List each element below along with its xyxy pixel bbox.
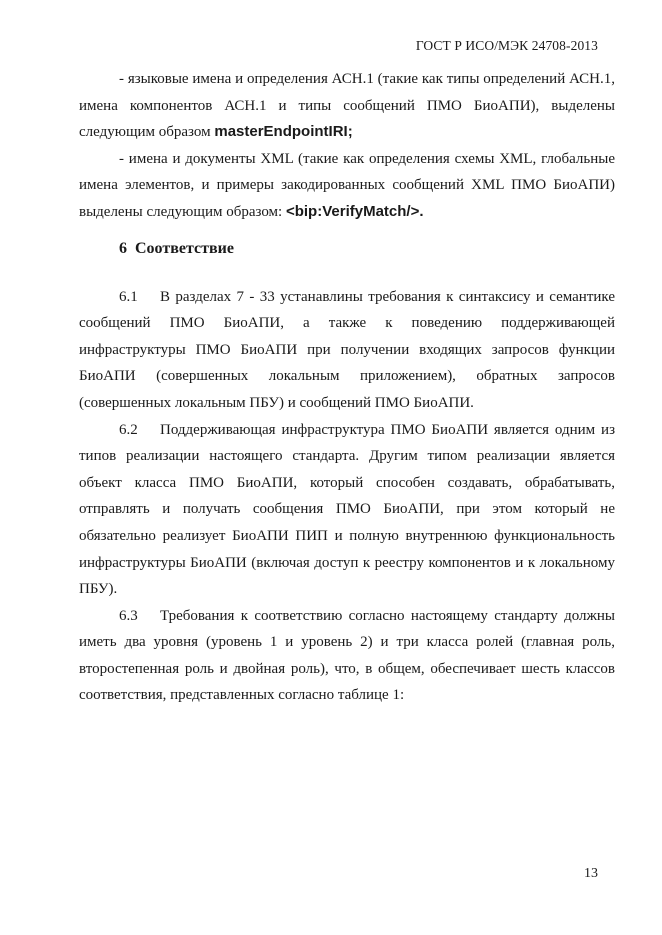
bullet-xml-names	[79, 146, 615, 226]
xml-example: <bip:VerifyMatch/>.	[285, 202, 424, 220]
section-number: 6	[119, 239, 127, 257]
paragraph-text: Требования к соответствию согласно настоящему стандарту должны иметь два уровня (уровень 1 и уровень 2) и три класса ролей (главная роль, второстепенная роль и двойная роль), что, в общем, обеспечивает шесть классов соответствия, представленных согласно таблице 1:	[79, 607, 615, 704]
section-title: Соответствие	[135, 239, 234, 257]
bullet-asn1-names	[79, 66, 615, 146]
paragraph-6-3	[79, 603, 615, 709]
paragraph-text: В разделах 7 - 33 устанавлины требования к синтаксису и семантике сообщений ПМО БиоАПИ, а также к поведению поддерживающей инфраструктуры ПМО БиоАПИ при получении входящих запросов функции БиоАПИ (совершенных локальным приложением), обратных запросов (совершенных локальным ПБУ) и сообщений ПМО БиоАПИ.	[79, 288, 615, 411]
document-header: ГОСТ Р ИСО/МЭК 24708-2013	[415, 38, 598, 53]
paragraph-text: Поддерживающая инфраструктура ПМО БиоАПИ является одним из типов реализации настоящего стандарта. Другим типом реализации является объект класса ПМО БиоАПИ, который способен создавать, обрабатывать, отправлять и получать сообщения ПМО БиоАПИ, при этом который не обязательно реализует БиоАПИ ПИП и полную внутреннюю функциональность инфраструктуры БиоАПИ (включая доступ к реестру компонентов и к локальному ПБУ).	[79, 421, 615, 598]
paragraph-number: 6.2	[119, 421, 138, 438]
document-body	[79, 66, 615, 709]
paragraph-number: 6.1	[119, 288, 138, 305]
bullet-asn1-text: - языковые имена и определения АСН.1 (такие как типы определений АСН.1, имена компонентов АСН.1 и типы сообщений ПМО БиоАПИ), выделены следующим образом	[79, 71, 615, 141]
paragraph-6-2	[79, 417, 615, 603]
page-number: 13	[584, 866, 598, 881]
paragraph-number: 6.3	[119, 607, 138, 624]
section-heading	[79, 236, 615, 262]
asn1-example: masterEndpointIRI;	[214, 123, 353, 141]
paragraph-6-1	[79, 284, 615, 417]
bullet-xml-text: - имена и документы XML (такие как определения схемы XML, глобальные имена элементов, и примеры закодированных сообщений XML ПМО БиоАПИ) выделены следующим образом:	[79, 150, 615, 220]
